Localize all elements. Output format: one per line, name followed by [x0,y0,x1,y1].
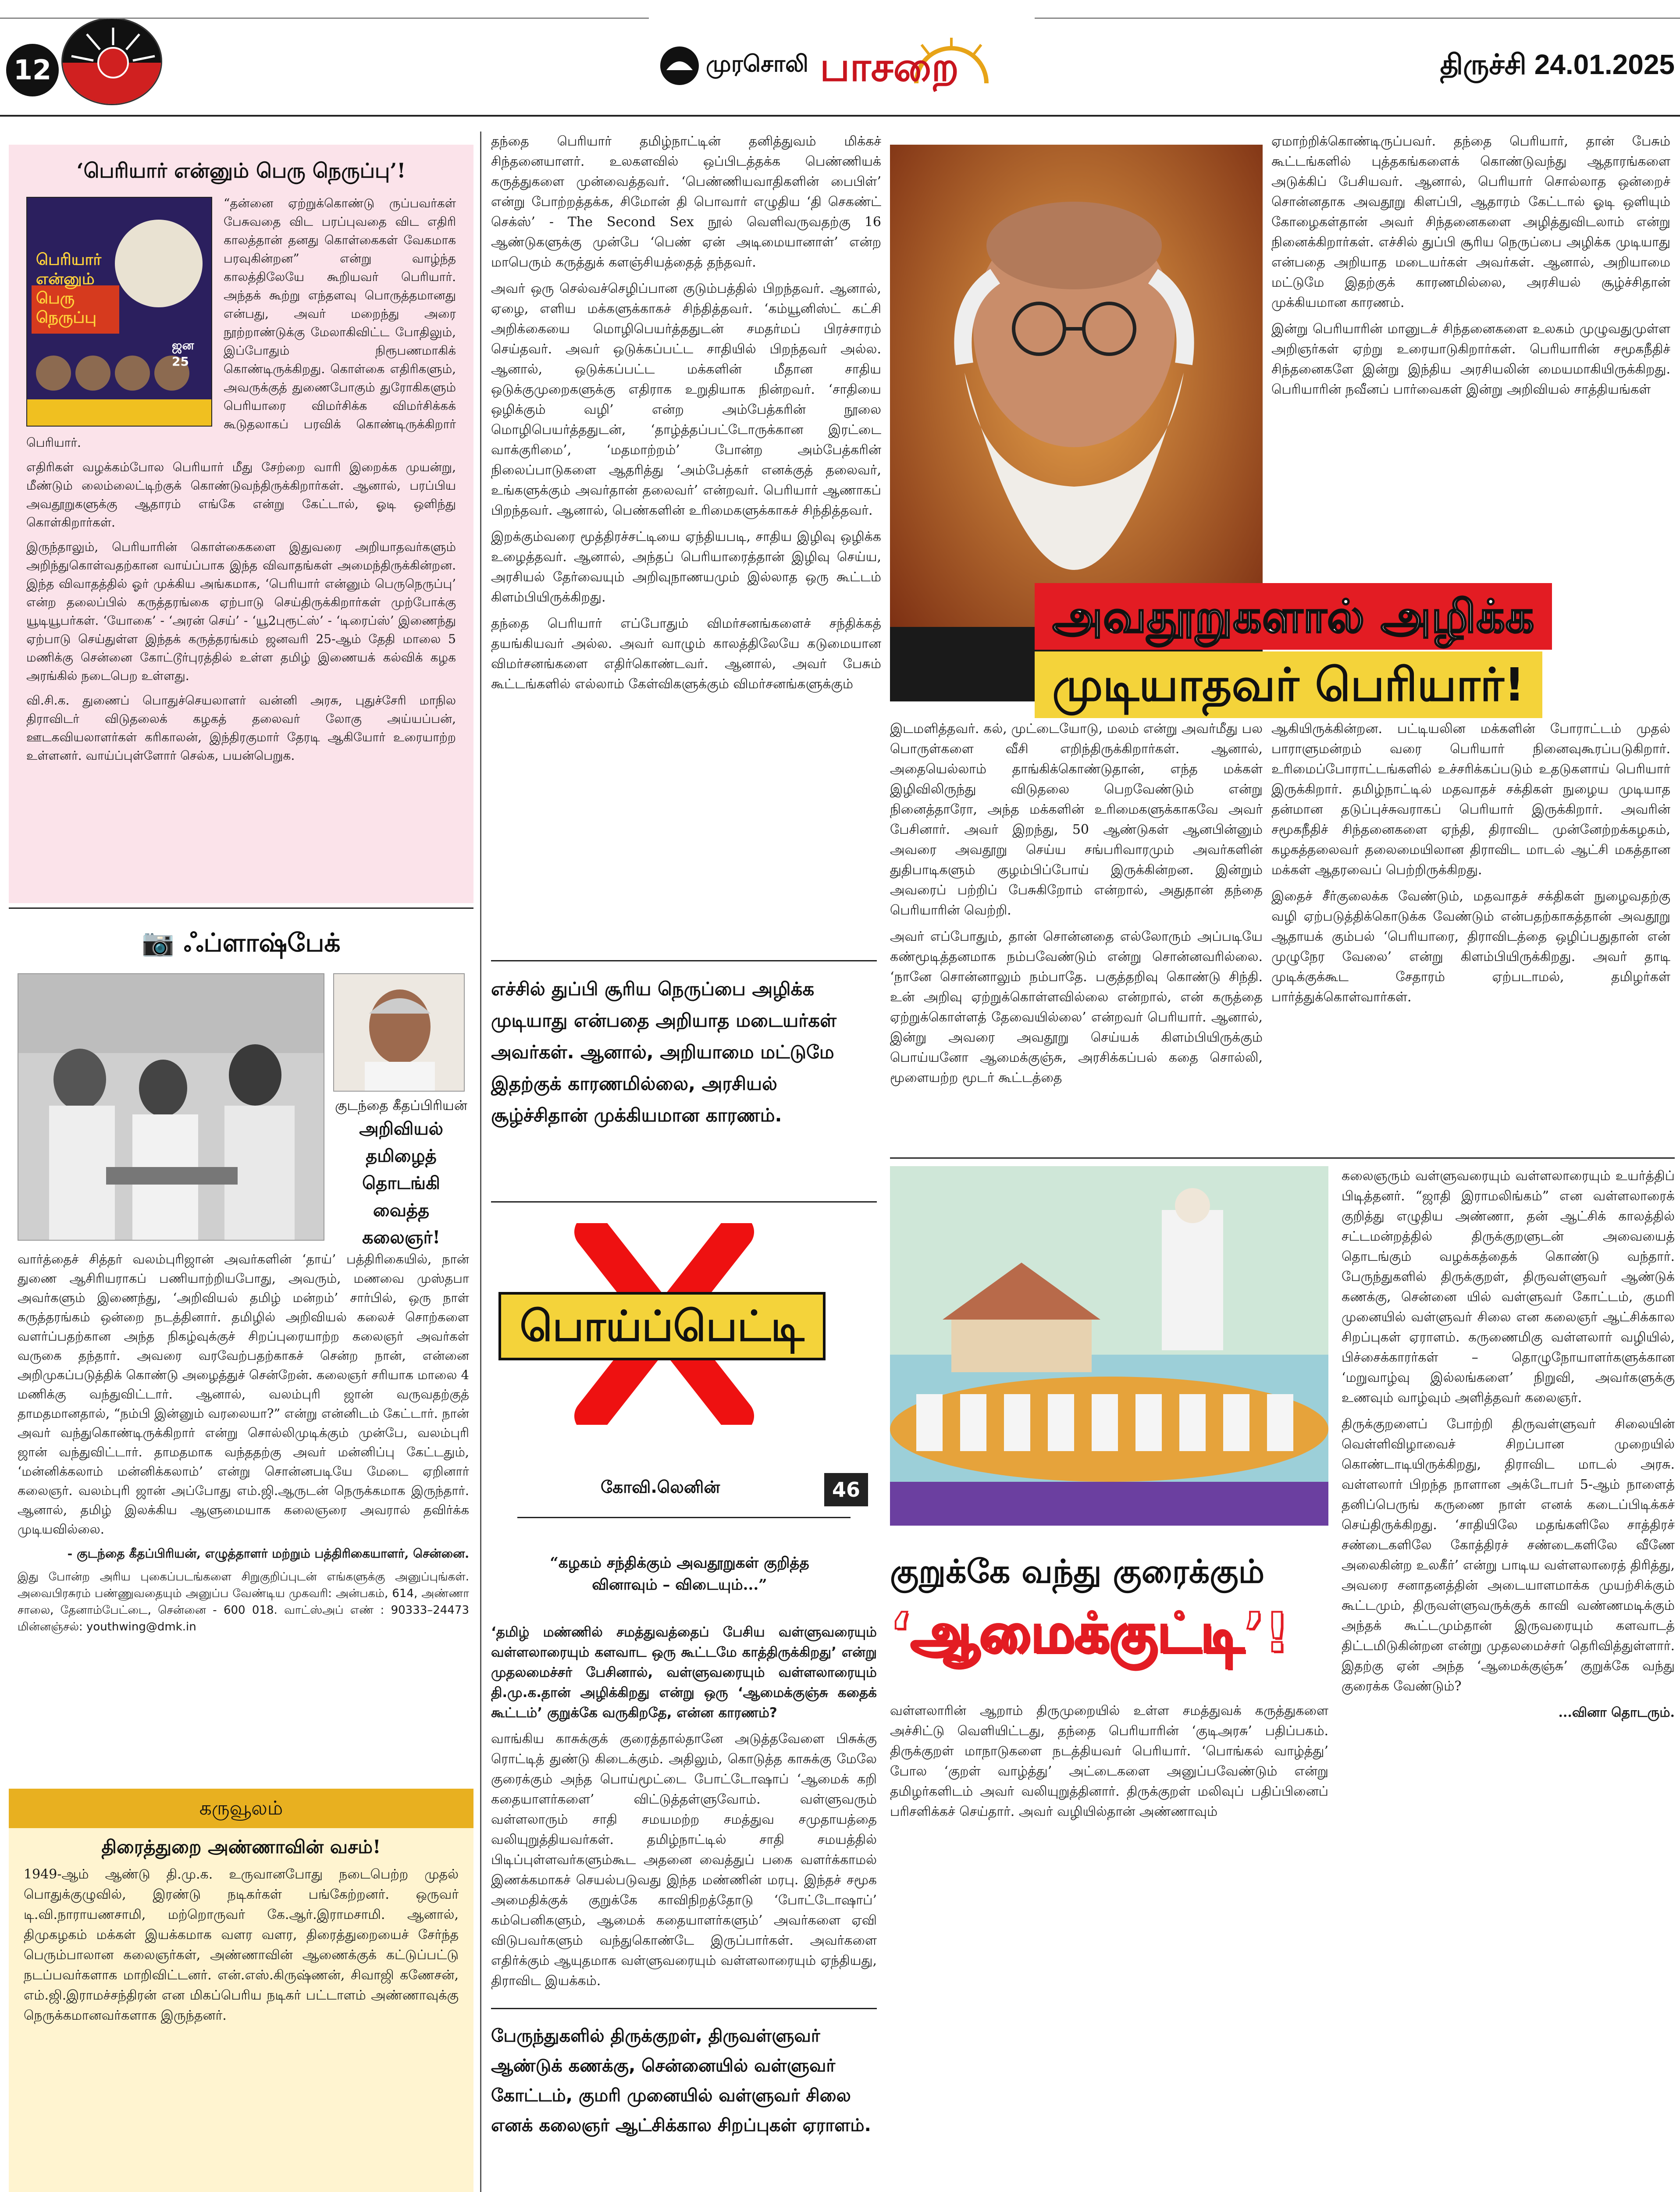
event-title: ‘பெரியார் என்னும் பெரு நெருப்பு’! [76,159,406,182]
headline-line: குறுக்கே வந்து குரைக்கும் [890,1553,1265,1591]
article-paragraph: தந்தை பெரியார் எப்போதும் விமர்சனங்களைச் சந்திக்கத் தயங்கியவர் அல்ல. அவர் வாழும் காலத்திலேயே கடுமையான விமர்சனங்களை எதிர்கொண்டவர். ஆனால், அவர் பேசும் கூட்டங்களில் எல்லாம் கேள்விகளுக்கும் விமர்சனங்களுக்கும் [491,616,881,692]
article-paragraph: இதைச் சீர்குலைக்க வேண்டும், மதவாதச் சக்திகள் நுழைவதற்கு வழி ஏற்படுத்திக்கொடுக்க வேண்டும் என்பதற்காகத்தான் அவதூறு ஆதாயக் கும்பல் ‘பெரியாரை, திராவிடத்தை ஒழிப்பதுதான் என் முழுநேர வேலை’ என்று கிளம்பியிருக்கிறது. அவர் தாடி முடிக்குக்கூட சேதாரம் ஏற்படாமல், தமிழர்கள் பார்த்துக்கொள்வார்கள். [1271,889,1670,1005]
flashback-caption [333,1096,469,1251]
headline-line: முடியாதவர் பெரியார்! [1035,651,1542,718]
article-paragraph: இன்று பெரியாரின் மானுடச் சிந்தனைகளை உலகம் முழுவதுமுள்ள அறிஞர்கள் ஏற்று உரையாடுகிறார்கள். பெரியாரின் சமூகநீதிச் சிந்தனைகளே இன்று இந்திய அரசியலின் மையமாகியிருக்கிறது. பெரியாரின் நவீனப் பார்வைகள் இன்று அறிவியல் சாத்தியங்கள் [1271,321,1670,397]
photo-credit-name: குடந்தை கீதப்பிரியன் [335,1098,467,1114]
article-paragraph: இறக்கும்வரை மூத்திரச்சட்டியை ஏந்தியபடி, சாதிய இழிவு ஒழிக்க உழைத்தவர். ஆனால், அந்தப் பெரியாரைத்தான் இழிவு செய்ய, அரசியல் தேர்வையும் அறிவுநாணயமும் இல்லாத ஒரு கூட்டம் கிளம்பியிருக்கிறது. [491,529,881,605]
flashback-invite: இது போன்ற அரிய புகைப்படங்களை சிறுகுறிப்புடன் எங்களுக்கு அனுப்புங்கள். அவைபிரசுரம் பண்ணுவதையும் அனுப்ப வேண்டிய முகவரி: அன்பகம், 614, அண்ணா சாலை, தேனாம்பேட்டை, சென்னை - 600 018. வாட்ஸ்அப் எண் : 90333–24473 மின்னஞ்சல்: youthwing@dmk.in [18,1570,469,1633]
article-paragraph: ஏமாற்றிக்கொண்டிருப்பவர். தந்தை பெரியார், தான் பேசும் கூட்டங்களில் புத்தகங்களைக் கொண்டுவந்து ஆதாரங்களை அடுக்கிப் பேசியவர். ஆனால், பெரியார் சொல்லாத ஒன்றைச் சொன்னதாக அவதூறு கிளப்பி, ஆதாரம் கேட்டால் ஓடி ஒளியும் கோழைகள்தான் அவர் சிந்தனைகளை அழித்துவிடலாம் என்று நினைக்கிறார்கள். எச்சில் துப்பி சூரிய நெருப்பை அழிக்க முடியாது என்பதை அறியாத மடையர்கள் அவர்கள். ஆனால், அறியாமை மட்டுமே இதற்குக் காரணமில்லை, அரசியல் சூழ்ச்சிதான் முக்கியமான காரணம். [1271,134,1670,310]
flashback-photo [18,973,324,1241]
poi-answer: வாங்கிய காசுக்குக் குரைத்தால்தானே அடுத்தவேளை பிசுக்கு ரொட்டித் துண்டு கிடைக்கும். அதிலும், கொடுத்த காசுக்கு மேலே குரைக்கும் அந்த பொய்மூட்டை போட்டோஷாப் ‘ஆமைக் கறி கதையாளர்களை’ விட்டுத்தள்ளுவோம். வள்ளுவரும் வள்ளலாரும் சாதி சமயமற்ற சமத்துவ சமுதாயத்தை வலியுறுத்தியவர்கள். தமிழ்நாட்டில் சாதி சமயத்தில் பிடிப்புள்ளவர்களும்கூட அதனை வைத்துப் பகை வளர்க்காமல் இணக்கமாகச் செயல்படுவது இந்த மண்ணின் மரபு. இந்தச் சமூக அமைதிக்குக் குறுக்கே காவிநிறத்தோடு ‘போட்டோஷாப்’ கம்பெனிகளும், ஆமைக் கதையாளர்களும்’ அவர்களை ஏவி விடுபவர்களும் வந்துகொண்டே இருப்பார்கள். அவர்களை எதிர்க்கும் ஆயுதமாக வள்ளுவரையும் வள்ளலாரையும் ஏந்தியது, திராவிட இயக்கம். [491,1731,877,1989]
stage-photo [890,1166,1328,1526]
main-headline [886,583,1675,715]
karuvoolam-paragraph: 1949-ஆம் ஆண்டு தி.மு.க. உருவானபோது நடைபெற்ற முதல் பொதுக்குழுவில், இரண்டு நடிகர்கள் பங்கேற்றனர். ஒருவர் டி.வி.நாராயணசாமி, மற்றொருவர் கே.ஆர்.இராமசாமி. ஆனால், திமுகழகம் மக்கள் இயக்கமாக வளர வளர, திரைத்துறையைச் சேர்ந்த பெரும்பாலான கலைஞர்கள், அண்ணாவின் ஆணைக்குக் கட்டுப்பட்டு நடப்பவர்களாக மாறிவிட்டனர். என்.எஸ்.கிருஷ்ணன், சிவாஜி கணேசன், எம்.ஜி.இராமச்சந்திரன் என மிகப்பெரிய நடிகர் பட்டாளம் அண்ணாவுக்கு நெருக்கமானவர்களாக இருந்தனர். [24,1867,459,2023]
flashback-body [18,1249,469,1641]
author-name: கோவி.லெனின் [601,1477,720,1497]
event-paragraph: இருந்தாலும், பெரியாரின் கொள்கைகளை இதுவரை அறியாதவர்களும் அறிந்துகொள்வதற்கான வாய்ப்பாக இந்த விவாதங்கள் அமைந்திருக்கின்றன. இந்த விவாதத்தில் ஓர் முக்கிய அங்கமாக, ‘பெரியார் என்னும் பெருநெருப்பு’ என்ற தலைப்பில் கருத்தரங்கை ஏற்பாடு செய்திருக்கிறார்கள் முற்போக்கு யூடியூபர்கள். ‘யோகை’ - ‘அரன் செய்’ - ‘யூ2புரூட்ஸ்’ - ‘டிரைப்ஸ்’ இணைந்து ஏற்பாடு செய்துள்ள இந்தக் கருத்தரங்கம் ஜனவரி 25-ஆம் தேதி மாலை 5 மணிக்கு சென்னை கோட்டூர்புரத்தில் உள்ள தமிழ் இணையக் கல்விக் கழக அரங்கில் நடைபெற உள்ளது. [26,540,456,683]
event-paragraph: “தன்னை ஏற்றுக்கொண்டு ருப்பவர்கள் பேசுவதை விட பரப்புவதை விட எதிரி காலத்தான் தனது கொள்கைகள் வேகமாக பரவுகின்றன” என்று வாழ்ந்த காலத்திலேயே கூறியவர் பெரியார். அந்தக் கூற்று எந்தளவு பொருத்தமானது என்பது, அவர் மறைந்து அரை நூற்றாண்டுக்கு மேலாகிவிட்ட போதிலும், இப்போதும் நிரூபணமாகிக் கொண்டிருக்கிறது. கொள்கை எதிரிகளும், அவருக்குத் துணைபோகும் துரோகிகளும் பெரியாரை விமர்சிக்க விமர்சிக்கக் கூடுதலாகப் பரவிக் கொண்டிருக்கிறார் பெரியார். [26,196,456,450]
periyar-event-box [9,145,473,903]
caption-line: கலைஞர்! [362,1227,441,1248]
poi-right-col [1342,1166,1675,1729]
pullquote-text: பேருந்துகளில் திருக்குறள், திருவள்ளுவர் ஆண்டுக் கணக்கு, சென்னையில் வள்ளுவர் கோட்டம், குமரி முனையில் வள்ளுவர் சிலை எனக் கலைஞர் ஆட்சிக்கால சிறப்புகள் ஏராளம். [491,2026,871,2135]
caption-line: அறிவியல் தமிழைத் [359,1118,443,1166]
poster-date: ஜன 25 [172,338,194,369]
article-paragraph: ஆகியிருக்கின்றன. பட்டியலின மக்களின் போராட்டம் முதல் பாராளுமன்றம் வரை பெரியார் நினைவுகூரப்படுகிறார். உரிமைப்போராட்டங்களில் உச்சரிக்கப்படும் உதடுகளாய் பெரியார் இருக்கிறார். தமிழ்நாட்டில் மதவாதச் சக்திகள் நுழைய முடியாத தன்மான தடுப்புச்சுவராகப் பெரியார் இருக்கிறார். அவரின் சமூகநீதிச் சிந்தனைகளை ஏந்தி, திராவிட முன்னேற்றக்கழகம், கழகத்தலைவர் தலைமையிலான திராவிட மாடல் ஆட்சி மகத்தான மக்கள் ஆதரவைப் பெற்றிருக்கிறது. [1271,721,1670,878]
main-article-col1 [491,132,881,701]
event-paragraph: எதிரிகள் வழக்கம்போல பெரியார் மீது சேற்றை வாரி இறைக்க முயன்று, மீண்டும் லைம்லைட்டிற்குக் கொண்டுவந்திருக்கிறார்கள். ஆனால், பரப்பிய அவதூறுகளுக்கு ஆதாரம் எங்கே என்று கேட்டால், ஓடி ஒளிந்து கொள்கிறார்கள். [26,460,456,530]
flashback-paragraph: வார்த்தைச் சித்தர் வலம்புரிஜான் அவர்களின் ‘தாய்’ பத்திரிகையில், நான் துணை ஆசிரியராகப் பணியாற்றியபோது, அவரும், மணவை முஸ்தபா அவர்களும் இணைந்து, ‘அறிவியல் தமிழ் மன்றம்’ சார்பில், ஒரு நாள் கருத்தரங்கம் ஒன்றை நடத்தினார். தமிழில் அறிவியல் கலைச் சொற்களை வளர்ப்பதற்கான அந்த நிகழ்வுக்குச் சிறப்புரையாற்ற கலைஞர் அவர்கள் வருகை தந்தார். அவரை வரவேற்பதற்காகச் சென்ற நான், என்னை அறிமுகப்படுத்திக் கொண்டு அழைத்துச் சென்றேன். கலைஞர் சரியாக மாலை 4 மணிக்கு வந்துவிட்டார். ஆனால், வலம்புரி ஜான் வருவதற்குத் தாமதமானதால், “நம்பி இன்னும் வரலையா?” என்று என்னிடம் கேட்டார். நான் அவர் வந்துகொண்டிருக்கிறார் என்று சொல்லிமுடிக்கும் முன்பே, வலம்புரி ஜான் வந்துவிட்டார். தாமதமாக வந்ததற்கு அவர் மன்னிப்பு கேட்டதும், ‘மன்னிக்கலாம் மன்னிக்கலாம்’ என்று சொன்னபடியே மேடை ஏறினார் கலைஞர். வலம்புரி ஜான் அப்போது எம்.ஜி.ஆருடன் நெருக்கமாக இருந்தார். ஆனால், தமிழ் இலக்கிய ஆளுமையாக கலைஞரை அவரால் தவிர்க்க முடியவில்லை. [18,1252,469,1537]
pullquote [491,973,877,1192]
edition-date: திருச்சி 24.01.2025 [1440,49,1675,80]
flashback-signature: - குடந்தை கீதப்பிரியன், எழுத்தாளர் மற்றும் பத்திரிகையாளர், சென்னை. [67,1546,469,1561]
poi-petti-logo [491,1223,833,1425]
main-article-col2 [890,719,1263,1094]
caption-line: தொடங்கி வைத்த [362,1173,440,1221]
poi-subhead: “கழகம் சந்திக்கும் அவதூறுகள் குறித்த வினாவும் – விடையும்...” [550,1554,809,1594]
poi-question: ‘தமிழ் மண்ணில் சமத்துவத்தைப் பேசிய வள்ளுவரையும் வள்ளலாரையும் களவாட ஒரு கூட்டமே காத்திருக்கிறது’ என்று முதலமைச்சர் பேசினால், வள்ளுவரையும் வள்ளலாரையும் தி.மு.க.தான் அழிக்கிறது என்று ஒரு ‘ஆமைக்குஞ்சு கதைக் கூட்டம்’ குறுக்கே வருகிறதே, என்ன காரணம்? [491,1624,877,1721]
poster-title: பெரியார் என்னும் பெரு நெருப்பு [36,251,102,327]
pullquote-text: எச்சில் துப்பி சூரிய நெருப்பை அழிக்க முடியாது என்பதை அறியாத மடையர்கள் அவர்கள். ஆனால், அறியாமை மட்டுமே இதற்குக் காரணமில்லை, அரசியல் சூழ்ச்சிதான் முக்கியமான காரணம். [491,978,836,1126]
section-name: பாசறை [820,43,959,90]
main-article-col3 [1271,132,1670,406]
event-paragraph: வி.சி.க. துணைப் பொதுச்செயலாளர் வன்னி அரசு, புதுச்சேரி மாநில திராவிடர் விடுதலைக் கழகத் தலைவர் லோகு அய்யப்பன், ஊடகவியலாளர்கள் கரிகாலன், இந்திரகுமார் தேரடி ஆகியோர் உரையாற்ற உள்ளனர். வாய்ப்புள்ளோர் செல்க, பயன்பெறுக. [26,693,456,763]
flashback-heading: ஃப்ளாஷ்பேக் [183,928,341,957]
poi-answer: வள்ளலாரின் ஆறாம் திருமுறையில் உள்ள சமத்துவக் கருத்துகளை அச்சிட்டு வெளியிட்டது, தந்தை பெரியாரின் ‘குடிஅரசு’ பதிப்பகம். திருக்குறள் மாநாடுகளை நடத்தியவர் பெரியார். ‘பொங்கல் வாழ்த்து’ போல ‘குறள் வாழ்த்து’ அட்டைகளை அனுப்பவேண்டும் என்று தமிழர்களிடம் அவர் வலியுறுத்தினார். திருக்குறள் மலிவுப் பதிப்பினைப் பரிசளிக்கச் செய்தார். அவர் வழியில்தான் அண்ணாவும் [890,1703,1328,1819]
episode-badge: 46 [824,1473,868,1506]
headline-line: அவதூறுகளால் அழிக்க [1035,583,1552,650]
poi-question-col [491,1622,877,1997]
main-article-col4 [1271,719,1670,1014]
poi-answer-col2 [890,1701,1328,1828]
article-paragraph: அவர் எப்போதும், தான் சொன்னதை எல்லோரும் அப்படியே கண்மூடித்தனமாக நம்பவேண்டும் என்று சொன்னவரில்லை. ‘நானே சொன்னாலும் நம்பாதே. பகுத்தறிவு கொண்டு சிந்தி. உன் அறிவு ஏற்றுக்கொள்ளவில்லை என்றால், என் கருத்தை ஏற்றுக்கொள்ளத் தேவையில்லை’ என்றவர் பெரியார். ஆனால், இன்று அவரை அவதூறு செய்யக் கிளம்பியிருக்கும் பொய்யனோ ஆமைக்குஞ்சு, அரசிக்கப்பல் கதை சொல்லி, மூளையற்ற மூடர் கூட்டத்தை [890,929,1263,1085]
poi-headline [890,1548,1328,1692]
headline-line: ‘ஆமைக்குட்டி’! [890,1601,1289,1665]
continued-note: ...வினா தொடரும். [1558,1705,1675,1720]
article-paragraph: அவர் ஒரு செல்வச்செழிப்பான குடும்பத்தில் பிறந்தவர். ஆனால், ஏழை, எளிய மக்களுக்காகச் சிந்தித்தவர். ‘கம்யூனிஸ்ட் கட்சி அறிக்கையை மொழிபெயர்த்ததுடன் சமதர்மப் பிரச்சாரம் செய்தவர். அவர் ஒடுக்கப்பட்ட சாதியில் பிறந்தவர் அல்ல. ஆனால், ஒடுக்கப்பட்ட மக்களின் மீதான சாதிய ஒடுக்குமுறைகளுக்கு எதிராக உறுதியாக நின்றவர். ‘சாதியை ஒழிக்கும் வழி’ என்ற அம்பேத்கரின் நூலை மொழிபெயர்த்ததுடன், ‘தாழ்த்தப்பட்டோருக்கான இரட்டை வாக்குரிமை’, ‘மதமாற்றம்’ போன்ற அம்பேத்கரின் நிலைப்பாடுகளை ஆதரித்து ‘அம்பேத்கர் எனக்குத் தலைவர், உங்களுக்கும் அவர்தான் தலைவர்’ என்றவர். பெரியார் ஆணாகப் பிறந்தவர். ஆனால், பெண்களின் உரிமைகளுக்காகச் சிந்தித்தவர். [491,281,881,518]
karuvoolam-box [9,1789,473,2192]
party-logo [61,18,162,105]
masthead [653,35,1030,96]
camera-icon: 📷 [142,927,184,958]
poi-paragraph: திருக்குறளைப் போற்றி திருவள்ளுவர் சிலையின் வெள்ளிவிழாவைச் சிறப்பான முறையில் கொண்டாடியிருக்கிறது, திராவிட மாடல் அரசு. வள்ளலார் பிறந்த நாளான அக்டோபர் 5-ஆம் நாளைத் தனிப்பெருங் கருணை நாள் எனக் கடைப்பிடிக்கச் செய்திருக்கிறது. ‘சாதியிலே மதங்களிலே சாத்திரச் சண்டைகளிலே கோத்திரச் சண்டைகளிலே வீணே அலைகின்ற உலகீர்’ என்று பாடிய வள்ளலாரைத் திரித்து, அவரை சனாதனத்தின் அடையாளமாக்க முயற்சிக்கும் கூட்டமும், திருவள்ளுவருக்குக் காவி வண்ணமடிக்கும் அந்தக் கூட்டமும்தான் இருவரையும் களவாடத் திட்டமிடுகின்றன என்று முதலமைச்சர் தெரிவித்துள்ளார். இதற்கு ஏன் அந்த ‘ஆமைக்குஞ்சு’ குறுக்கே வந்து குரைக்க வேண்டும்? [1342,1416,1675,1694]
rising-sun-icon [63,19,162,105]
newspaper-name: முரசொலி [706,51,808,77]
karuvoolam-title: திரைத்துறை அண்ணாவின் வசம்! [101,1836,381,1858]
pullquote-2 [491,2021,877,2140]
event-poster [26,197,212,427]
article-paragraph: இடமளித்தவர். கல், முட்டையோடு, மலம் என்று அவர்மீது பல பொருள்களை வீசி எறிந்திருக்கிறார்கள். ஆனால், அதையெல்லாம் தாங்கிக்கொண்டுதான், எந்த மக்கள் இழிவிலிருந்து விடுதலை பெறவேண்டும் என்று நினைத்தாரோ, அந்த மக்களின் உரிமைகளுக்காகவே அவர் பேசினார். அவர் இறந்து, 50 ஆண்டுகள் ஆனபின்னும் அவரை அவதூறு செய்ய சங்பரிவாரமும் அவர்களின் துதிபாடிகளும் குழம்பிப்போய் இருக்கின்றன. இன்றும் அவரைப் பற்றிப் பேசுகிறோம் என்றால், அதுதான் தந்தை பெரியாரின் வெற்றி. [890,721,1263,918]
article-paragraph: தந்தை பெரியார் தமிழ்நாட்டின் தனித்துவம் மிக்கச் சிந்தனையாளர். உலகளவில் ஒப்பிடத்தக்க பெண்ணியக் கருத்துகளை முன்வைத்தவர். ‘பெண்ணியவாதிகளின் பைபிள்’ என்று போற்றத்தக்க, சிமோன் தி பொவார் எழுதிய ‘தி செகண்ட் செக்ஸ்’ - The Second Sex நூல் வெளிவருவதற்கு 16 ஆண்டுகளுக்கு முன்பே ‘பெண் ஏன் அடிமையானாள்’ என்ற மாபெரும் கருத்துக் களஞ்சியத்தைத் தந்தவர். [491,134,881,270]
karuvoolam-label: கருவூலம் [9,1789,473,1828]
author-portrait [333,973,465,1092]
poi-paragraph: கலைஞரும் வள்ளுவரையும் வள்ளலாரையும் உயர்த்திப் பிடித்தனர். “ஜாதி இராமலிங்கம்” என வள்ளலாரைக் குறித்து எழுதிய அண்ணா, தன் ஆட்சிக் காலத்தில் சட்டமன்றத்தில் திருக்குறளுடன் அவையைத் தொடங்கும் வழக்கத்தைக் கொண்டு வந்தார். பேருந்துகளில் திருக்குறள், திருவள்ளுவர் ஆண்டுக் கணக்கு, சென்னை யில் வள்ளுவர் கோட்டம், குமரி முனையில் வள்ளுவர் சிலை என கலைஞர் ஆட்சிக்கால சிறப்புகள் ஏராளம். கருணைமிகு வள்ளலார் வழியில், பிச்சைக்காரர்கள் – தொழுநோயாளர்களுக்கான ‘மறுவாழ்வு இல்லங்களை’ நிறுவி, அவர்களுக்கு உணவும் வாழ்வும் அளித்தவர் கலைஞர். [1342,1168,1675,1406]
flashback-title [9,916,473,969]
poi-petti-title: பொய்ப்பெட்டி [520,1302,804,1351]
page-number: 12 [6,44,59,96]
